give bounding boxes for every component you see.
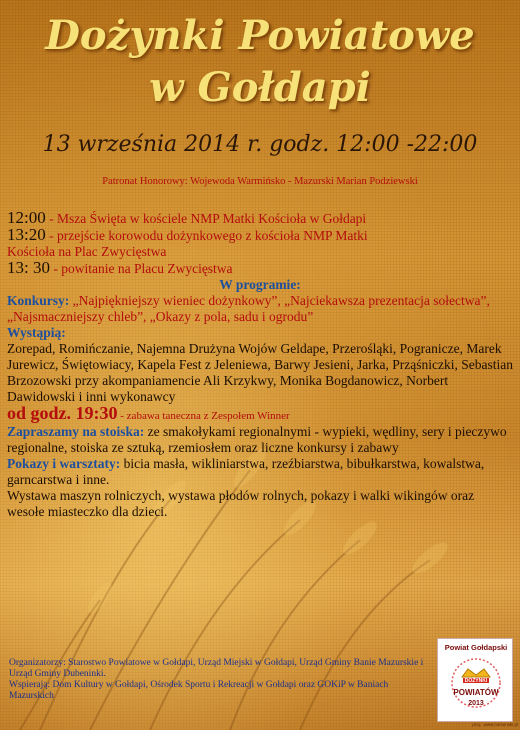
evening-section [7,405,513,424]
powiat-logo [437,638,513,722]
performers-text: Zorepad, Romińczanie, Najemna Drużyna Wojów Geldape, Przerośląki, Pogranicze, Marek Jurewicz, Świętowiacy, Kapela Fest z Jeleniewa, Barwy Jesieni, Jarka, Prząśniczki, Sebastian Brzozowski przy akompaniamencie Ali Krzykwy, Monika Bogdanowicz, Norbert Dawidowski i inni wykonawcy [7,341,513,404]
workshops-text: bicia masła, wikliniarstwa, rzeźbiarstwa, bibułkarstwa, kowalstwa, garncarstwa i inne. [7,456,485,487]
stands-text: ze smakołykami regionalnymi - wypieki, wędliny, sery i pieczywo regionalne, stoiska ze sztuką, rzemiosłem oraz liczne konkursy i zabawy [7,424,507,455]
support-text: Wspierają: Dom Kultury w Gołdapi, Ośrodek Sportu i Rekreacji w Gołdapi oraz GOKiP w Baniach Mazurskich [9,680,389,701]
design-credit: proj.: www.mirsenski.pl [472,722,518,727]
crown-emblem-icon [446,655,506,719]
exhibition-text: Wystawa maszyn rolniczych, wystawa płodów rolnych, pokazy i walki wikingów oraz wesołe miasteczko dla dzieci. [7,488,475,519]
schedule-row [7,227,513,244]
workshops-section [7,456,513,488]
contests-section [7,293,513,325]
organizers-text: Organizatorzy: Starostwo Powiatowe w Gołdapi, Urząd Miejski w Gołdapi, Urząd Gminy Banie Mazurskie i Urząd Gminy Dubeninki. [9,658,424,679]
title-line-2: w Gołdapi [149,64,371,111]
stands-section [7,424,513,456]
schedule-time: 13:20 [7,225,46,244]
logo-year: 2013 [468,700,484,707]
patronage-text: Patronat Honorowy: Wojewoda Warmińsko - Mazurski Marian Podziewski [102,176,418,187]
workshops-label: Pokazy i warsztaty: [7,456,121,471]
logo-line1: DOŻYNKI [464,678,488,684]
schedule-row [7,210,513,227]
schedule-row [7,260,513,277]
schedule-text: - powitanie na Placu Zwycięstwa [49,261,233,276]
schedule-time: 13: 30 [7,258,50,277]
evening-text: - zabawa taneczna z Zespołem Winner [117,410,290,422]
stands-label: Zapraszamy na stoiska: [7,424,145,439]
schedule-row [7,244,513,260]
schedule-time: 12:00 [7,208,46,227]
schedule-text: - Msza Święta w kościele NMP Matki Kościoła w Gołdapi [45,211,367,226]
contests-label: Konkursy: [7,293,70,308]
contests-text: „Najpiękniejszy wieniec dożynkowy”, „Najciekawsza prezentacja sołectwa”, „Najsmaczniejszy chleb”, „Okazy z pola, sadu i ogrodu” [7,293,490,324]
footer-organizers [9,658,429,702]
program-content [7,210,513,520]
logo-title: Powiat Gołdapski [444,643,508,652]
event-date: 13 września 2014 r. godz. 12:00 -22:00 [42,132,478,157]
performers-label: Wystąpią: [7,325,66,340]
schedule-text: - przejście korowodu dożynkowego z kościoła NMP Matki [45,228,368,243]
logo-line2: POWIATÓW [453,688,499,697]
evening-time: od godz. 19:30 [7,403,118,423]
program-heading: W programie: [219,277,301,292]
schedule-text: Kościoła na Plac Zwycięstwa [7,244,167,259]
title-line-1: Dożynki Powiatowe [45,12,475,59]
